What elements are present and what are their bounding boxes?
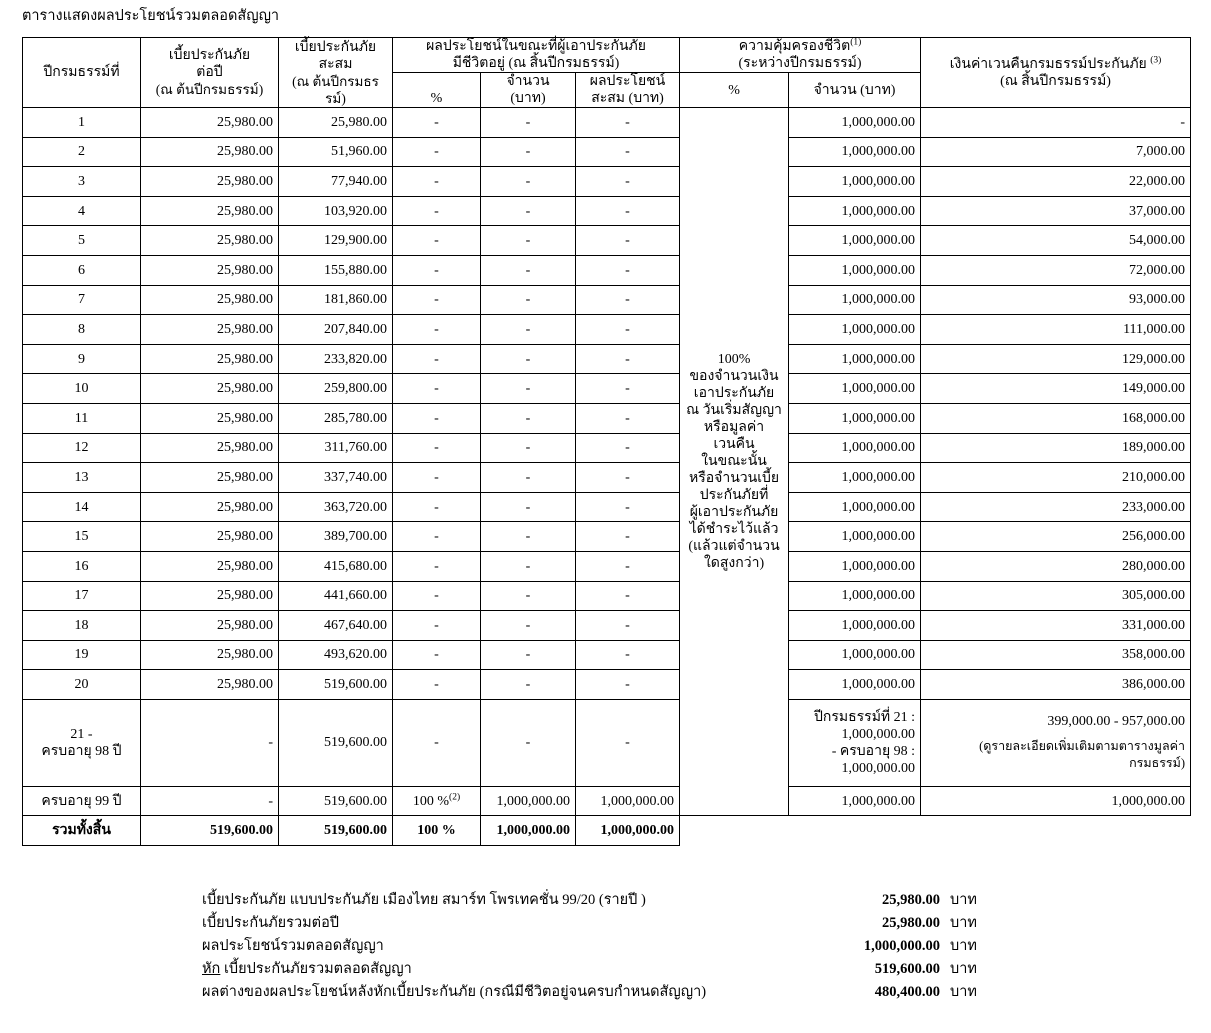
summary-unit: บาท bbox=[950, 961, 977, 977]
cell-coverage-amount: 1,000,000.00 bbox=[789, 255, 921, 285]
cell-premium-cumulative: 311,760.00 bbox=[279, 433, 393, 463]
cell-premium: 25,980.00 bbox=[141, 226, 279, 256]
cell-premium: 25,980.00 bbox=[141, 611, 279, 641]
cell-living-pct: - bbox=[393, 344, 481, 374]
cell-policy-year: 12 bbox=[23, 433, 141, 463]
cell-coverage-amount: 1,000,000.00 bbox=[789, 581, 921, 611]
cell-living-cumulative: - bbox=[576, 315, 680, 345]
table-row bbox=[23, 196, 1191, 226]
cell-living-cumulative: 1,000,000.00 bbox=[576, 786, 680, 816]
summary-line bbox=[0, 934, 1211, 957]
summary-line bbox=[0, 957, 1211, 980]
cell-living-amount: - bbox=[481, 344, 576, 374]
summary-label bbox=[0, 888, 780, 911]
cell-living-amount: - bbox=[481, 403, 576, 433]
cell-coverage-amount: 1,000,000.00 bbox=[789, 670, 921, 700]
cell-coverage-amount: 1,000,000.00 bbox=[789, 403, 921, 433]
summary-label-text: เบี้ยประกันภัยรวมต่อปี bbox=[202, 915, 339, 931]
cell-premium: 25,980.00 bbox=[141, 492, 279, 522]
cell-surrender-value: 256,000.00 bbox=[921, 522, 1191, 552]
cell-policy-year: 8 bbox=[23, 315, 141, 345]
cell-living-pct: - bbox=[393, 285, 481, 315]
header-policy-year: ปีกรมธรรม์ที่ bbox=[23, 38, 141, 108]
summary-label bbox=[0, 934, 780, 957]
cell-living-pct: - bbox=[393, 403, 481, 433]
header-living-pct: % bbox=[393, 73, 481, 108]
cell-premium-cumulative: 519,600.00 bbox=[279, 670, 393, 700]
cell-policy-year: 6 bbox=[23, 255, 141, 285]
cell-policy-year: 1 bbox=[23, 108, 141, 138]
cell-premium: 25,980.00 bbox=[141, 581, 279, 611]
cell-living-amount: - bbox=[481, 108, 576, 138]
cell-coverage-amount: 1,000,000.00 bbox=[789, 167, 921, 197]
cell-premium-cumulative: 415,680.00 bbox=[279, 551, 393, 581]
cell-premium-cumulative: 51,960.00 bbox=[279, 137, 393, 167]
cell-premium-cumulative: 441,660.00 bbox=[279, 581, 393, 611]
cell-premium-cumulative: 337,740.00 bbox=[279, 463, 393, 493]
cell-coverage-amount: 1,000,000.00 bbox=[789, 285, 921, 315]
cell-living-pct: - bbox=[393, 433, 481, 463]
table-row bbox=[23, 137, 1191, 167]
cell-premium: 25,980.00 bbox=[141, 433, 279, 463]
cell-living-pct: - bbox=[393, 315, 481, 345]
footnote-marker-3: (3) bbox=[1150, 54, 1162, 65]
cell-living-cumulative: - bbox=[576, 611, 680, 641]
cell-coverage-amount: 1,000,000.00 bbox=[789, 463, 921, 493]
summary-label-text: ผลประโยชน์รวมตลอดสัญญา bbox=[202, 938, 384, 954]
cell-living-pct: - bbox=[393, 522, 481, 552]
summary-label bbox=[0, 980, 780, 1003]
cell-coverage-amount: 1,000,000.00 bbox=[789, 433, 921, 463]
cell-coverage-amount: 1,000,000.00 bbox=[789, 137, 921, 167]
cell-living-cumulative: - bbox=[576, 551, 680, 581]
cell-coverage-amount: 1,000,000.00 bbox=[789, 226, 921, 256]
cell-total-living-amount: 1,000,000.00 bbox=[481, 816, 576, 846]
cell-premium-cumulative: 77,940.00 bbox=[279, 167, 393, 197]
cell-premium: 25,980.00 bbox=[141, 403, 279, 433]
cell-premium-cumulative: 129,900.00 bbox=[279, 226, 393, 256]
table-row bbox=[23, 551, 1191, 581]
cell-surrender-value: 168,000.00 bbox=[921, 403, 1191, 433]
cell-coverage-amount: 1,000,000.00 bbox=[789, 196, 921, 226]
cell-premium-cumulative: 233,820.00 bbox=[279, 344, 393, 374]
summary-label-text: เบี้ยประกันภัยรวมตลอดสัญญา bbox=[220, 961, 412, 977]
cell-living-amount: - bbox=[481, 226, 576, 256]
cell-premium-cumulative: 207,840.00 bbox=[279, 315, 393, 345]
summary-unit: บาท bbox=[950, 892, 977, 908]
cell-living-cumulative: - bbox=[576, 108, 680, 138]
cell-total-premium-cumulative: 519,600.00 bbox=[279, 816, 393, 846]
table-row bbox=[23, 315, 1191, 345]
cell-living-pct: - bbox=[393, 137, 481, 167]
cell-coverage-amount: 1,000,000.00 bbox=[789, 522, 921, 552]
cell-total-premium: 519,600.00 bbox=[141, 816, 279, 846]
cell-coverage-amount: ปีกรมธรรม์ที่ 21 : 1,000,000.00 - ครบอายุ 98 : 1,000,000.00 bbox=[789, 699, 921, 786]
table-row bbox=[23, 285, 1191, 315]
cell-coverage-amount: 1,000,000.00 bbox=[789, 551, 921, 581]
cell-surrender-value: 399,000.00 - 957,000.00 (ดูรายละเอียดเพิ่มเติมตามตารางมูลค่ากรมธรรม์) bbox=[921, 699, 1191, 786]
page-title: ตารางแสดงผลประโยชน์รวมตลอดสัญญา bbox=[22, 8, 280, 24]
cell-policy-year: 4 bbox=[23, 196, 141, 226]
table-row-total bbox=[23, 816, 1191, 846]
cell-total-label: รวมทั้งสิ้น bbox=[23, 816, 141, 846]
cell-coverage-pct-merged: 100% ของจำนวนเงิน เอาประกันภัย ณ วันเริ่มสัญญา หรือมูลค่าเวนคืน ในขณะนั้น หรือจำนวนเบี้ย ประกันภัยที่ ผู้เอาประกันภัย ได้ชำระไว้แล้ว (แล้วแต่จำนวน ใดสูงกว่า) bbox=[680, 108, 789, 816]
cell-living-amount: 1,000,000.00 bbox=[481, 786, 576, 816]
cell-policy-year: 18 bbox=[23, 611, 141, 641]
cell-living-cumulative: - bbox=[576, 463, 680, 493]
cell-surrender-value: 111,000.00 bbox=[921, 315, 1191, 345]
cell-premium-cumulative: 155,880.00 bbox=[279, 255, 393, 285]
cell-living-cumulative: - bbox=[576, 226, 680, 256]
cell-living-cumulative: - bbox=[576, 285, 680, 315]
cell-premium-cumulative: 519,600.00 bbox=[279, 786, 393, 816]
cell-living-cumulative: - bbox=[576, 403, 680, 433]
cell-living-cumulative: - bbox=[576, 344, 680, 374]
table-row bbox=[23, 492, 1191, 522]
cell-living-cumulative: - bbox=[576, 374, 680, 404]
cell-premium: 25,980.00 bbox=[141, 522, 279, 552]
cell-living-pct: - bbox=[393, 108, 481, 138]
cell-surrender-value: 305,000.00 bbox=[921, 581, 1191, 611]
summary-unit: บาท bbox=[950, 938, 977, 954]
header-row-1 bbox=[23, 38, 1191, 73]
summary-line bbox=[0, 888, 1211, 911]
cell-total-living-cumulative: 1,000,000.00 bbox=[576, 816, 680, 846]
cell-surrender-value: 280,000.00 bbox=[921, 551, 1191, 581]
cell-policy-year: 11 bbox=[23, 403, 141, 433]
cell-living-amount: - bbox=[481, 463, 576, 493]
cell-premium: 25,980.00 bbox=[141, 108, 279, 138]
summary-label-underline: หัก bbox=[202, 961, 221, 977]
table-row bbox=[23, 670, 1191, 700]
cell-living-amount: - bbox=[481, 433, 576, 463]
header-life-coverage-group: ความคุ้มครองชีวิต$^{(1)}$ (ระหว่างปีกรมธรรม์) bbox=[680, 38, 921, 73]
cell-premium: 25,980.00 bbox=[141, 285, 279, 315]
table-row bbox=[23, 433, 1191, 463]
cell-coverage-amount: 1,000,000.00 bbox=[789, 492, 921, 522]
cell-living-cumulative: - bbox=[576, 433, 680, 463]
cell-policy-year: 7 bbox=[23, 285, 141, 315]
summary-amount: 480,400.00 bbox=[874, 984, 940, 1000]
footnote-marker-1: (1) bbox=[850, 37, 862, 48]
cell-premium: 25,980.00 bbox=[141, 167, 279, 197]
cell-premium-cumulative: 389,700.00 bbox=[279, 522, 393, 552]
cell-living-pct: - bbox=[393, 463, 481, 493]
cell-premium-cumulative: 285,780.00 bbox=[279, 403, 393, 433]
cell-living-cumulative: - bbox=[576, 640, 680, 670]
cell-empty bbox=[680, 816, 789, 846]
cell-premium: 25,980.00 bbox=[141, 670, 279, 700]
cell-living-pct: - bbox=[393, 670, 481, 700]
summary-footer bbox=[0, 888, 1211, 1003]
cell-living-cumulative: - bbox=[576, 255, 680, 285]
cell-policy-year: 5 bbox=[23, 226, 141, 256]
cell-living-pct: - bbox=[393, 196, 481, 226]
cell-living-amount: - bbox=[481, 581, 576, 611]
cell-living-amount: - bbox=[481, 196, 576, 226]
header-living-benefit-group: ผลประโยชน์ในขณะที่ผู้เอาประกันภัย มีชีวิตอยู่ (ณ สิ้นปีกรมธรรม์) bbox=[393, 38, 680, 73]
table-body bbox=[23, 108, 1191, 846]
cell-premium: 25,980.00 bbox=[141, 137, 279, 167]
cell-living-amount: - bbox=[481, 611, 576, 641]
table-header bbox=[23, 38, 1191, 108]
cell-premium-cumulative: 519,600.00 bbox=[279, 699, 393, 786]
cell-premium: 25,980.00 bbox=[141, 640, 279, 670]
summary-amount: 519,600.00 bbox=[874, 961, 940, 977]
summary-label-text: เบี้ยประกันภัย แบบประกันภัย เมืองไทย สมาร์ท โพรเทคชั่น 99/20 (รายปี ) bbox=[202, 892, 646, 908]
cell-living-cumulative: - bbox=[576, 167, 680, 197]
cell-surrender-value: 386,000.00 bbox=[921, 670, 1191, 700]
cell-living-amount: - bbox=[481, 551, 576, 581]
cell-living-pct: - bbox=[393, 611, 481, 641]
cell-living-pct: 100 %$^{(2)}$ bbox=[393, 786, 481, 816]
cell-premium: 25,980.00 bbox=[141, 344, 279, 374]
cell-living-amount: - bbox=[481, 492, 576, 522]
cell-premium: - bbox=[141, 699, 279, 786]
cell-premium-cumulative: 25,980.00 bbox=[279, 108, 393, 138]
cell-policy-year: 9 bbox=[23, 344, 141, 374]
table-row bbox=[23, 108, 1191, 138]
cell-coverage-amount: 1,000,000.00 bbox=[789, 611, 921, 641]
table-row bbox=[23, 611, 1191, 641]
cell-policy-year: 16 bbox=[23, 551, 141, 581]
table-row-21-to-98 bbox=[23, 699, 1191, 786]
cell-premium-cumulative: 259,800.00 bbox=[279, 374, 393, 404]
cell-premium: 25,980.00 bbox=[141, 255, 279, 285]
header-living-amount: จำนวน (บาท) bbox=[481, 73, 576, 108]
benefits-table bbox=[22, 37, 1191, 846]
cell-surrender-value: 37,000.00 bbox=[921, 196, 1191, 226]
cell-premium-cumulative: 493,620.00 bbox=[279, 640, 393, 670]
cell-living-amount: - bbox=[481, 374, 576, 404]
cell-coverage-amount: 1,000,000.00 bbox=[789, 344, 921, 374]
cell-living-cumulative: - bbox=[576, 699, 680, 786]
cell-living-amount: - bbox=[481, 167, 576, 197]
cell-surrender-value: 7,000.00 bbox=[921, 137, 1191, 167]
table-row bbox=[23, 403, 1191, 433]
summary-amount: 1,000,000.00 bbox=[863, 938, 940, 954]
cell-living-amount: - bbox=[481, 670, 576, 700]
summary-line bbox=[0, 911, 1211, 934]
summary-amount: 25,980.00 bbox=[882, 915, 940, 931]
header-premium-cumulative: เบี้ยประกันภัย สะสม (ณ ต้นปีกรมธรรม์) bbox=[279, 38, 393, 108]
cell-surrender-value: 149,000.00 bbox=[921, 374, 1191, 404]
summary-label-text: ผลต่างของผลประโยชน์หลังหักเบี้ยประกันภัย (กรณีมีชีวิตอยู่จนครบกำหนดสัญญา) bbox=[202, 984, 707, 1000]
cell-surrender-value: 22,000.00 bbox=[921, 167, 1191, 197]
cell-living-amount: - bbox=[481, 315, 576, 345]
cell-surrender-value: 210,000.00 bbox=[921, 463, 1191, 493]
cell-policy-year: 15 bbox=[23, 522, 141, 552]
cell-coverage-amount: 1,000,000.00 bbox=[789, 786, 921, 816]
cell-living-cumulative: - bbox=[576, 137, 680, 167]
cell-living-pct: - bbox=[393, 255, 481, 285]
table-row bbox=[23, 463, 1191, 493]
header-coverage-amount: จำนวน (บาท) bbox=[789, 73, 921, 108]
summary-label bbox=[0, 911, 780, 934]
cell-policy-year: 3 bbox=[23, 167, 141, 197]
table-row bbox=[23, 522, 1191, 552]
cell-living-amount: - bbox=[481, 255, 576, 285]
cell-premium-cumulative: 467,640.00 bbox=[279, 611, 393, 641]
cell-premium: - bbox=[141, 786, 279, 816]
cell-premium-cumulative: 363,720.00 bbox=[279, 492, 393, 522]
cell-living-amount: - bbox=[481, 285, 576, 315]
cell-premium-cumulative: 181,860.00 bbox=[279, 285, 393, 315]
cell-coverage-amount: 1,000,000.00 bbox=[789, 640, 921, 670]
cell-surrender-value: 358,000.00 bbox=[921, 640, 1191, 670]
table-row bbox=[23, 640, 1191, 670]
cell-policy-year: 17 bbox=[23, 581, 141, 611]
cell-living-pct: - bbox=[393, 699, 481, 786]
cell-premium: 25,980.00 bbox=[141, 463, 279, 493]
cell-total-living-pct: 100 % bbox=[393, 816, 481, 846]
cell-policy-year: 2 bbox=[23, 137, 141, 167]
cell-surrender-value: 72,000.00 bbox=[921, 255, 1191, 285]
cell-premium: 25,980.00 bbox=[141, 196, 279, 226]
cell-policy-year: 13 bbox=[23, 463, 141, 493]
cell-living-amount: - bbox=[481, 699, 576, 786]
cell-empty bbox=[921, 816, 1191, 846]
cell-living-pct: - bbox=[393, 581, 481, 611]
header-surrender-value: เงินค่าเวนคืนกรมธรรม์ประกันภัย $^{(3)}$ (ณ สิ้นปีกรมธรรม์) bbox=[921, 38, 1191, 108]
cell-living-cumulative: - bbox=[576, 670, 680, 700]
summary-amount: 25,980.00 bbox=[882, 892, 940, 908]
summary-line bbox=[0, 980, 1211, 1003]
cell-coverage-amount: 1,000,000.00 bbox=[789, 108, 921, 138]
cell-surrender-value: 189,000.00 bbox=[921, 433, 1191, 463]
cell-surrender-value: 54,000.00 bbox=[921, 226, 1191, 256]
cell-living-pct: - bbox=[393, 551, 481, 581]
cell-policy-year: 19 bbox=[23, 640, 141, 670]
table-row bbox=[23, 374, 1191, 404]
header-living-cumulative: ผลประโยชน์ สะสม (บาท) bbox=[576, 73, 680, 108]
table-row bbox=[23, 344, 1191, 374]
cell-living-cumulative: - bbox=[576, 581, 680, 611]
cell-surrender-value: 1,000,000.00 bbox=[921, 786, 1191, 816]
cell-living-pct: - bbox=[393, 640, 481, 670]
cell-coverage-amount: 1,000,000.00 bbox=[789, 374, 921, 404]
cell-premium-cumulative: 103,920.00 bbox=[279, 196, 393, 226]
cell-policy-year: 20 bbox=[23, 670, 141, 700]
summary-label bbox=[0, 957, 780, 980]
cell-coverage-amount: 1,000,000.00 bbox=[789, 315, 921, 345]
cell-living-pct: - bbox=[393, 492, 481, 522]
cell-living-cumulative: - bbox=[576, 492, 680, 522]
cell-living-amount: - bbox=[481, 137, 576, 167]
summary-unit: บาท bbox=[950, 915, 977, 931]
cell-surrender-value: 129,000.00 bbox=[921, 344, 1191, 374]
summary-unit: บาท bbox=[950, 984, 977, 1000]
table-row-age-99 bbox=[23, 786, 1191, 816]
table-row bbox=[23, 226, 1191, 256]
cell-surrender-value: 93,000.00 bbox=[921, 285, 1191, 315]
cell-policy-year: 10 bbox=[23, 374, 141, 404]
cell-policy-year: 14 bbox=[23, 492, 141, 522]
footnote-marker-2: (2) bbox=[449, 792, 461, 803]
cell-living-pct: - bbox=[393, 374, 481, 404]
cell-living-pct: - bbox=[393, 226, 481, 256]
cell-premium: 25,980.00 bbox=[141, 551, 279, 581]
table-row bbox=[23, 167, 1191, 197]
table-row bbox=[23, 255, 1191, 285]
cell-premium: 25,980.00 bbox=[141, 315, 279, 345]
cell-premium: 25,980.00 bbox=[141, 374, 279, 404]
cell-policy-year: 21 - ครบอายุ 98 ปี bbox=[23, 699, 141, 786]
cell-surrender-value: - bbox=[921, 108, 1191, 138]
cell-surrender-value: 233,000.00 bbox=[921, 492, 1191, 522]
cell-living-pct: - bbox=[393, 167, 481, 197]
header-coverage-pct: % bbox=[680, 73, 789, 108]
surrender-note: (ดูรายละเอียดเพิ่มเติมตามตารางมูลค่ากรมธรรม์) bbox=[979, 739, 1186, 771]
cell-living-amount: - bbox=[481, 522, 576, 552]
cell-living-amount: - bbox=[481, 640, 576, 670]
cell-living-cumulative: - bbox=[576, 522, 680, 552]
cell-surrender-value: 331,000.00 bbox=[921, 611, 1191, 641]
cell-living-cumulative: - bbox=[576, 196, 680, 226]
cell-policy-year: ครบอายุ 99 ปี bbox=[23, 786, 141, 816]
header-premium-per-year: เบี้ยประกันภัย ต่อปี (ณ ต้นปีกรมธรรม์) bbox=[141, 38, 279, 108]
table-row bbox=[23, 581, 1191, 611]
cell-empty bbox=[789, 816, 921, 846]
